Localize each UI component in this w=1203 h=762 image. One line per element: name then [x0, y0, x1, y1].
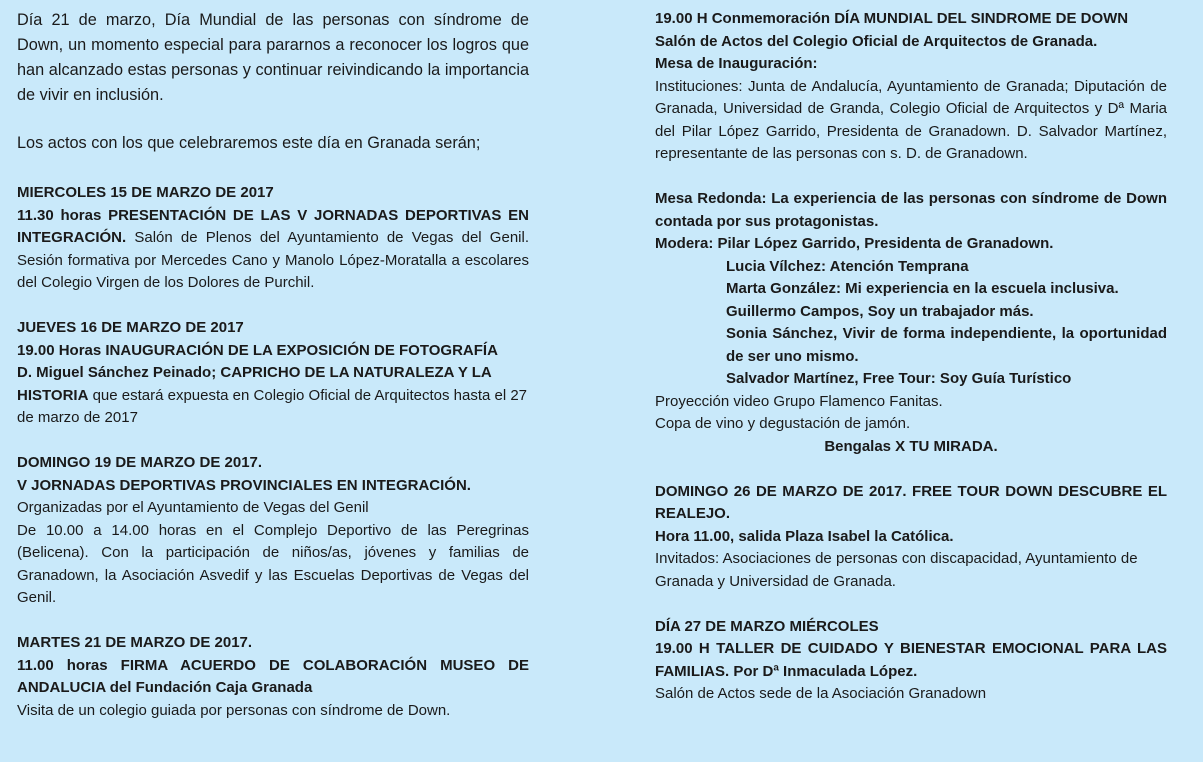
event-date: DÍA 27 DE MARZO MIÉRCOLES	[655, 617, 879, 635]
roundtable-moderator: Modera: Pilar López Garrido, Presidenta de Granadown.	[655, 235, 1054, 252]
event-march-27	[655, 616, 1167, 706]
round-table	[655, 188, 1167, 458]
right-column	[655, 8, 1167, 706]
event-title: 11.30 horas PRESENTACIÓN DE LAS V JORNADAS DEPORTIVAS EN INTEGRACIÓN.	[17, 206, 529, 246]
event-march-15	[17, 182, 529, 295]
event-description: Salón de Actos sede de la Asociación Granadown	[655, 685, 987, 702]
wine-text: Copa de vino y degustación de jamón.	[655, 415, 911, 432]
speaker-item: Lucia Vílchez: Atención Temprana	[726, 257, 969, 275]
event-march-16	[17, 317, 529, 430]
event-date: DOMINGO 19 DE MARZO DE 2017.	[17, 454, 263, 471]
event-title: 19.00 Horas INAUGURACIÓN DE LA EXPOSICIÓN DE FOTOGRAFÍA	[17, 341, 498, 359]
slogan-text: Bengalas X TU MIRADA.	[824, 437, 998, 455]
speaker-item: Marta González: Mi experiencia en la escuela inclusiva.	[726, 280, 1119, 297]
event-organizer: Organizadas por el Ayuntamiento de Vegas del Genil	[17, 499, 369, 516]
event-description: De 10.00 a 14.00 horas en el Complejo Deportivo de las Peregrinas (Belicena). Con la participación de niños/as, jóvenes y familias de Granadown, la Asociación Asvedif y las Escuelas Deportivas de Vegas del Genil.	[17, 521, 529, 606]
event-march-19	[17, 452, 529, 610]
video-text: Proyección video Grupo Flamenco Fanitas.	[655, 392, 943, 410]
event-date: MIERCOLES 15 DE MARZO DE 2017	[17, 184, 274, 201]
event-time: Hora 11.00, salida Plaza Isabel la Católica.	[655, 527, 954, 545]
event-title: 19.00 H Conmemoración DÍA MUNDIAL DEL SINDROME DE DOWN	[655, 10, 1129, 27]
event-place: Salón de Actos del Colegio Oficial de Arquitectos de Granada.	[655, 32, 1098, 50]
roundtable-title: Mesa Redonda: La experiencia de las personas con síndrome de Down contada por sus protagonistas.	[655, 190, 1167, 230]
event-commemoration	[655, 8, 1167, 166]
event-description: que estará expuesta en Colegio Oficial de Arquitectos hasta el 27 de marzo de 2017	[17, 386, 528, 426]
event-description: Salón de Plenos del Ayuntamiento de Vegas del Genil. Sesión formativa por Mercedes Cano y Manolo López-Moratalla a escolares del Colegio Virgen de los Dolores de Purchil.	[17, 229, 529, 291]
event-march-21	[17, 632, 529, 722]
speaker-item: Sonia Sánchez, Vivir de forma independiente, la oportunidad de ser uno mismo.	[726, 325, 1167, 365]
intro-paragraph-2: Los actos con los que celebraremos este día en Granada serán;	[17, 134, 481, 152]
institutions-text: Instituciones: Junta de Andalucía, Ayuntamiento de Granada; Diputación de Granada, Universidad de Granda, Colegio Oficial de Arquitectos y Dª Maria del Pilar López Garrido, Presidenta de Granadown. D. Salvador Martínez, representante de las personas con s. D. de Granadown.	[655, 77, 1167, 162]
event-subtitle: D. Miguel Sánchez Peinado; CAPRICHO DE LA NATURALEZA Y LA HISTORIA	[17, 364, 492, 404]
event-march-26	[655, 481, 1167, 594]
event-title: 11.00 horas FIRMA ACUERDO DE COLABORACIÓN MUSEO DE ANDALUCIA del Fundación Caja Granada	[17, 656, 529, 696]
speaker-item: Salvador Martínez, Free Tour: Soy Guía Turístico	[726, 370, 1072, 387]
speaker-item: Guillermo Campos, Soy un trabajador más.	[726, 302, 1034, 320]
event-title: DOMINGO 26 DE MARZO DE 2017. FREE TOUR DOWN DESCUBRE EL REALEJO.	[655, 482, 1167, 522]
event-date: JUEVES 16 DE MARZO DE 2017	[17, 319, 244, 336]
left-column	[17, 8, 529, 722]
intro-paragraph: Día 21 de marzo, Día Mundial de las personas con síndrome de Down, un momento especial para pararnos a reconocer los logros que han alcanzado estas personas y continuar reivindicando la importancia de vivir en inclusión.	[17, 11, 529, 104]
event-title: V JORNADAS DEPORTIVAS PROVINCIALES EN INTEGRACIÓN.	[17, 476, 471, 494]
event-description: Invitados: Asociaciones de personas con discapacidad, Ayuntamiento de Granada y Universidad de Granada.	[655, 550, 1138, 590]
mesa-label: Mesa de Inauguración:	[655, 55, 818, 72]
event-date: MARTES 21 DE MARZO DE 2017.	[17, 634, 253, 651]
event-description: Visita de un colegio guiada por personas con síndrome de Down.	[17, 701, 451, 719]
event-title: 19.00 H TALLER DE CUIDADO Y BIENESTAR EMOCIONAL PARA LAS FAMILIAS. Por Dª Inmaculada López.	[655, 640, 1167, 680]
